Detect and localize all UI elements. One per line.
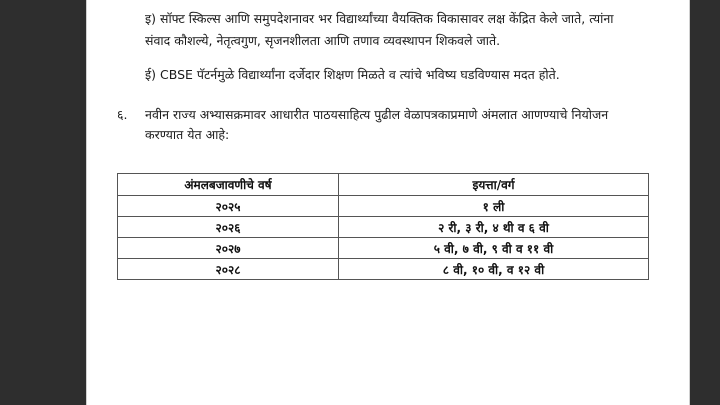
table-row (118, 259, 649, 280)
viewer-background-left (0, 0, 86, 405)
paragraph-soft-skills: इ) सॉफ्ट स्किल्स आणि समुपदेशनावर भर विद्यार्थ्यांच्या वैयक्तिक विकासावर लक्ष केंद्रित केले जाते, त्यांना संवाद कौशल्ये, नेतृत्वगुण, सृजनशीलता आणि तणाव व्यवस्थापन शिकवले जाते. (145, 11, 614, 48)
table-row (118, 238, 649, 259)
paragraph-implementation: नवीन राज्य अभ्यासक्रमावर आधारीत पाठयसाहित्य पुढील वेळापत्रकाप्रमाणे अंमलात आणण्याचे नियोजन करण्यात येत आहे: (145, 107, 609, 142)
table-header-row (118, 174, 649, 196)
cell-class: ८ वी, १० वी, व १२ वी (339, 259, 649, 280)
header-year: अंमलबजावणीचे वर्ष (118, 174, 339, 196)
table-row (118, 196, 649, 217)
cell-year: २०२६ (118, 217, 339, 238)
item-number: ६. (117, 107, 128, 122)
cell-year: २०२५ (118, 196, 339, 217)
cell-class: २ री, ३ री, ४ थी व ६ वी (339, 217, 649, 238)
viewer-background-right (690, 0, 720, 405)
cell-year: २०२८ (118, 259, 339, 280)
paragraph-cbse-pattern: ई) CBSE पॅटर्नमुळे विद्यार्थ्यांना दर्जेदार शिक्षण मिळते व त्यांचे भविष्य घडविण्यास मदत होते. (145, 67, 560, 82)
implementation-schedule-table (117, 173, 649, 280)
document-page (86, 0, 690, 405)
cell-year: २०२७ (118, 238, 339, 259)
cell-class: १ ली (339, 196, 649, 217)
header-class: इयत्ता/वर्ग (339, 174, 649, 196)
cell-class: ५ वी, ७ वी, ९ वी व ११ वी (339, 238, 649, 259)
table-row (118, 217, 649, 238)
